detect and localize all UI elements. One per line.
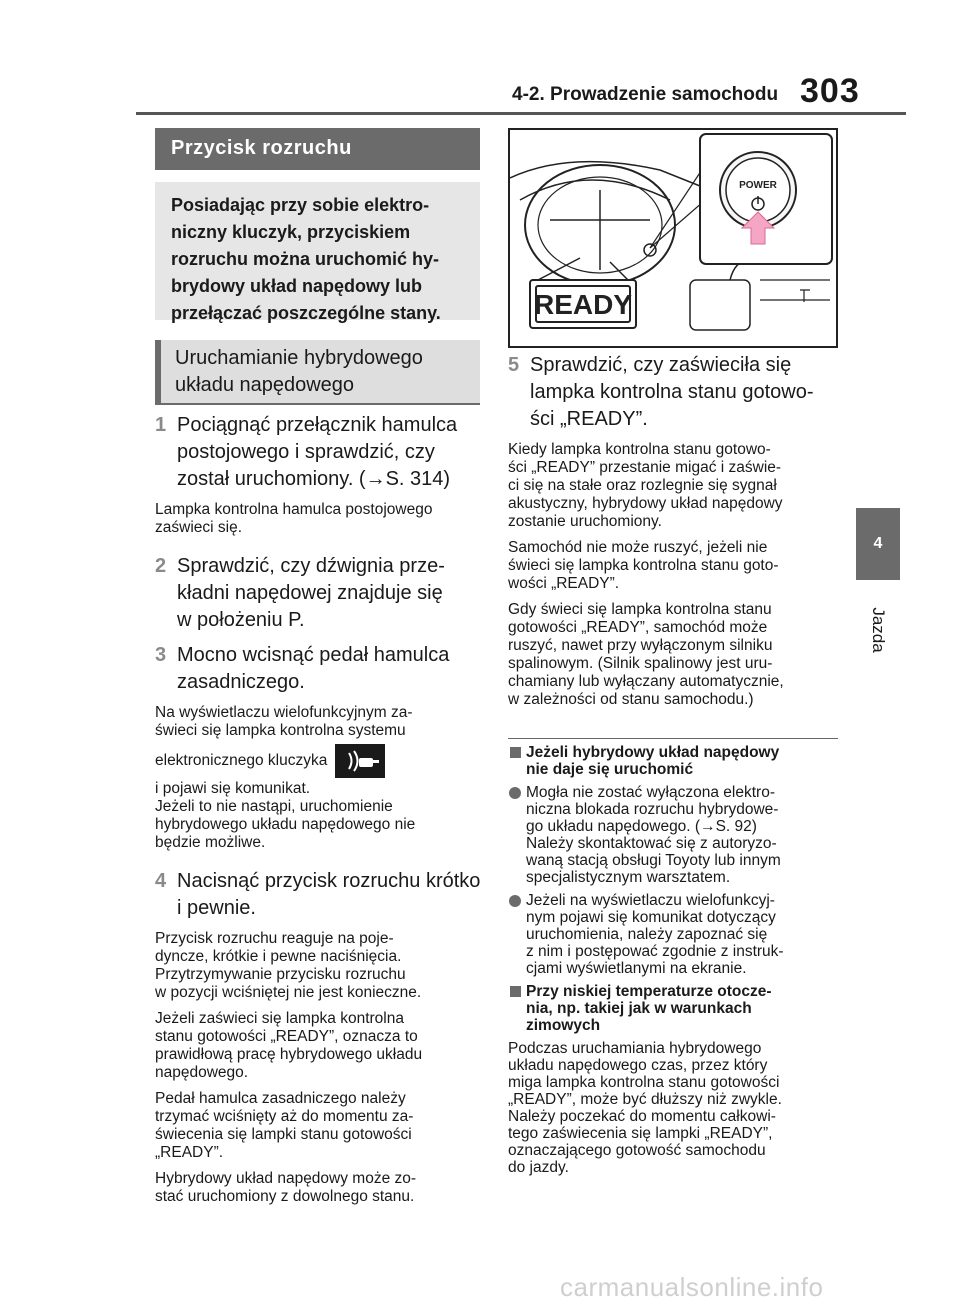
intro-line: brydowy układ napędowy lub bbox=[171, 276, 423, 296]
step-line: Sprawdzić, czy dźwignia prze- bbox=[177, 555, 445, 577]
para-line: „READY”. bbox=[155, 1144, 224, 1161]
step-3-note-2 bbox=[155, 780, 485, 852]
para-line: świecenia się lampki stanu gotowości bbox=[155, 1126, 412, 1143]
step-line: został uruchomiony. (→S. 314) bbox=[177, 468, 451, 490]
para-line: dyncze, krótkie i pewne naciśnięcia. bbox=[155, 948, 402, 965]
intro-box bbox=[155, 182, 480, 323]
para-line: świeci się lampka kontrolna stanu goto- bbox=[508, 557, 779, 574]
step-line: postojowego i sprawdzić, czy bbox=[177, 441, 435, 463]
note-line: Lampka kontrolna hamulca postojowego bbox=[155, 501, 433, 518]
note-heading-low-temperature bbox=[508, 983, 840, 1034]
section-header: 4-2. Prowadzenie samochodu bbox=[512, 84, 779, 105]
smart-key-indicator-icon bbox=[335, 744, 385, 778]
step-line: Mocno wcisnąć pedał hamulca bbox=[177, 644, 450, 666]
para-line: napędowego. bbox=[155, 1064, 249, 1081]
para-line: do jazdy. bbox=[508, 1159, 569, 1176]
note-line: i pojawi się komunikat. bbox=[155, 780, 311, 797]
page-title: Przycisk rozruchu bbox=[155, 128, 480, 170]
notes-section bbox=[508, 744, 840, 1184]
subhead-divider bbox=[155, 403, 480, 405]
para-line: prawidłową pracę hybrydowego układu bbox=[155, 1046, 423, 1063]
bullet-line: Mogła nie zostać wyłączona elektro- bbox=[526, 784, 775, 801]
para-line: ści „READY” przestanie migać i zaświe- bbox=[508, 459, 782, 476]
para-line: tego zaświecenia się lampki „READY”, bbox=[508, 1125, 773, 1142]
note-low-temperature-body bbox=[508, 1040, 840, 1176]
para-line: trzymać wciśnięty aż do momentu za- bbox=[155, 1108, 414, 1125]
para-line: Należy poczekać do momentu całkowi- bbox=[508, 1108, 776, 1125]
intro-line: Posiadając przy sobie elektro- bbox=[171, 195, 430, 215]
subhead-line: układu napędowego bbox=[175, 374, 355, 396]
step-number: 1 bbox=[155, 414, 167, 436]
intro-line: przełączać poszczególne stany. bbox=[171, 303, 441, 323]
smart-key-row bbox=[155, 744, 485, 778]
bullet-line: z nim i postępować zgodnie z instruk- bbox=[526, 943, 784, 960]
step-line: w położeniu P. bbox=[177, 609, 305, 631]
step-line: i pewnie. bbox=[177, 897, 256, 919]
note-bullet-immobilizer bbox=[508, 784, 840, 886]
bullet-line: nym pojawi się komunikat dotyczący bbox=[526, 909, 776, 926]
para-line: Gdy świeci się lampka kontrolna stanu bbox=[508, 601, 772, 618]
note-heading-start-failure bbox=[508, 744, 840, 778]
para-line: wości „READY”. bbox=[508, 575, 620, 592]
para-line: ruszyć, nawet przy wyłączonym silniku bbox=[508, 637, 773, 654]
para-line: akustyczny, hybrydowy układ napędowy bbox=[508, 495, 783, 512]
para-line: układu napędowego czas, przez który bbox=[508, 1057, 768, 1074]
bullet-line: Należy skontaktować się z autoryzo- bbox=[526, 835, 777, 852]
bullet-line: specjalistycznym warsztatem. bbox=[526, 869, 731, 886]
step-4-para-2 bbox=[155, 1010, 485, 1082]
para-line: Samochód nie może ruszyć, jeżeli nie bbox=[508, 539, 768, 556]
ready-label: READY bbox=[533, 289, 633, 320]
step-number: 4 bbox=[155, 870, 167, 892]
note-line: Jeżeli to nie nastąpi, uruchomienie bbox=[155, 798, 393, 815]
para-line: w pozycji wciśniętej nie jest konieczne. bbox=[155, 984, 422, 1001]
para-line: Pedał hamulca zasadniczego należy bbox=[155, 1090, 406, 1107]
subhead-line: Uruchamianie hybrydowego bbox=[175, 347, 423, 369]
heading-line: zimowych bbox=[526, 1017, 601, 1034]
chapter-label: Jazda bbox=[869, 607, 888, 653]
step-line: Pociągnąć przełącznik hamulca bbox=[177, 414, 458, 436]
intro-line: niczny kluczyk, przyciskiem bbox=[171, 222, 411, 242]
step-3 bbox=[155, 642, 485, 696]
para-line: ci się na stałe oraz rozlegnie się sygnał bbox=[508, 477, 777, 494]
para-line: gotowości „READY”, samochód może bbox=[508, 619, 768, 636]
page-number: 303 bbox=[800, 72, 860, 110]
step-2 bbox=[155, 553, 485, 634]
power-label: POWER bbox=[739, 180, 777, 191]
para-line: Przytrzymywanie przycisku rozruchu bbox=[155, 966, 406, 983]
para-line: chamiany lub wyłączany automatycznie, bbox=[508, 673, 784, 690]
para-line: w zależności od stanu samochodu.) bbox=[508, 691, 754, 708]
chapter-number: 4 bbox=[873, 535, 883, 552]
para-line: spalinowym. (Silnik spalinowy jest uru- bbox=[508, 655, 773, 672]
bullet-line: cjami wyświetlanymi na ekranie. bbox=[526, 960, 747, 977]
step-4-para-4 bbox=[155, 1170, 485, 1206]
note-line: świeci się lampka kontrolna systemu bbox=[155, 722, 406, 739]
step-line: kładni napędowej znajduje się bbox=[177, 582, 443, 604]
heading-line: nia, np. takiej jak w warunkach bbox=[526, 1000, 752, 1017]
para-line: oznaczającego gotowość samochodu bbox=[508, 1142, 766, 1159]
step-5-para-2 bbox=[508, 539, 840, 593]
key-text: elektronicznego kluczyka bbox=[155, 752, 328, 769]
bullet-line: Jeżeli na wyświetlaczu wielofunkcyj- bbox=[526, 892, 775, 909]
para-line: zostanie uruchomiony. bbox=[508, 513, 662, 530]
step-4-para-3 bbox=[155, 1090, 485, 1162]
step-line: Nacisnąć przycisk rozruchu krótko bbox=[177, 870, 481, 892]
heading-line: nie daje się uruchomić bbox=[526, 761, 694, 778]
step-1 bbox=[155, 412, 485, 493]
step-line: zasadniczego. bbox=[177, 671, 305, 693]
bullet-line: niczna blokada rozruchu hybrydowe- bbox=[526, 801, 779, 818]
right-column bbox=[508, 352, 840, 717]
step-4-para-1 bbox=[155, 930, 485, 1002]
step-5 bbox=[508, 352, 840, 433]
left-column bbox=[155, 412, 485, 1214]
para-line: Kiedy lampka kontrolna stanu gotowo- bbox=[508, 441, 771, 458]
note-line: zaświeci się. bbox=[155, 519, 242, 536]
step-line: lampka kontrolna stanu gotowo- bbox=[530, 381, 814, 403]
note-line: Na wyświetlaczu wielofunkcyjnym za- bbox=[155, 704, 413, 721]
bullet-line: uruchomienia, należy zapoznać się bbox=[526, 926, 768, 943]
notes-divider bbox=[508, 738, 838, 739]
step-line: Sprawdzić, czy zaświeciła się bbox=[530, 354, 792, 376]
para-line: stanu gotowości „READY”, oznacza to bbox=[155, 1028, 418, 1045]
step-number: 2 bbox=[155, 555, 167, 577]
step-5-para-3 bbox=[508, 601, 840, 709]
step-4 bbox=[155, 868, 485, 922]
para-line: Jeżeli zaświeci się lampka kontrolna bbox=[155, 1010, 404, 1027]
bullet-line: waną stacją obsługi Toyoty lub innym bbox=[526, 852, 781, 869]
para-line: stać uruchomiony z dowolnego stanu. bbox=[155, 1188, 415, 1205]
subsection-heading bbox=[155, 340, 480, 404]
power-button-illustration bbox=[508, 128, 838, 348]
intro-line: rozruchu można uruchomić hy- bbox=[171, 249, 440, 269]
para-line: „READY”, może być dłuższy niż zwykle. bbox=[508, 1091, 782, 1108]
note-bullet-display-message bbox=[508, 892, 840, 977]
watermark: carmanualsonline.info bbox=[560, 1272, 824, 1302]
step-line: ści „READY”. bbox=[530, 408, 648, 430]
chapter-tab bbox=[856, 508, 900, 580]
para-line: Hybrydowy układ napędowy może zo- bbox=[155, 1170, 417, 1187]
step-5-para-1 bbox=[508, 441, 840, 531]
heading-line: Jeżeli hybrydowy układ napędowy bbox=[526, 744, 780, 761]
step-number: 3 bbox=[155, 644, 167, 666]
bullet-line: go układu napędowego. (→S. 92) bbox=[526, 818, 757, 835]
para-line: Podczas uruchamiania hybrydowego bbox=[508, 1040, 762, 1057]
step-3-note bbox=[155, 704, 485, 740]
heading-line: Przy niskiej temperaturze otocze- bbox=[526, 983, 772, 1000]
step-number: 5 bbox=[508, 354, 520, 376]
note-line: będzie możliwe. bbox=[155, 834, 266, 851]
step-1-note bbox=[155, 501, 485, 537]
note-line: hybrydowego układu napędowego nie bbox=[155, 816, 416, 833]
para-line: Przycisk rozruchu reaguje na poje- bbox=[155, 930, 394, 947]
header-divider bbox=[136, 112, 906, 115]
para-line: miga lampka kontrolna stanu gotowości bbox=[508, 1074, 780, 1091]
